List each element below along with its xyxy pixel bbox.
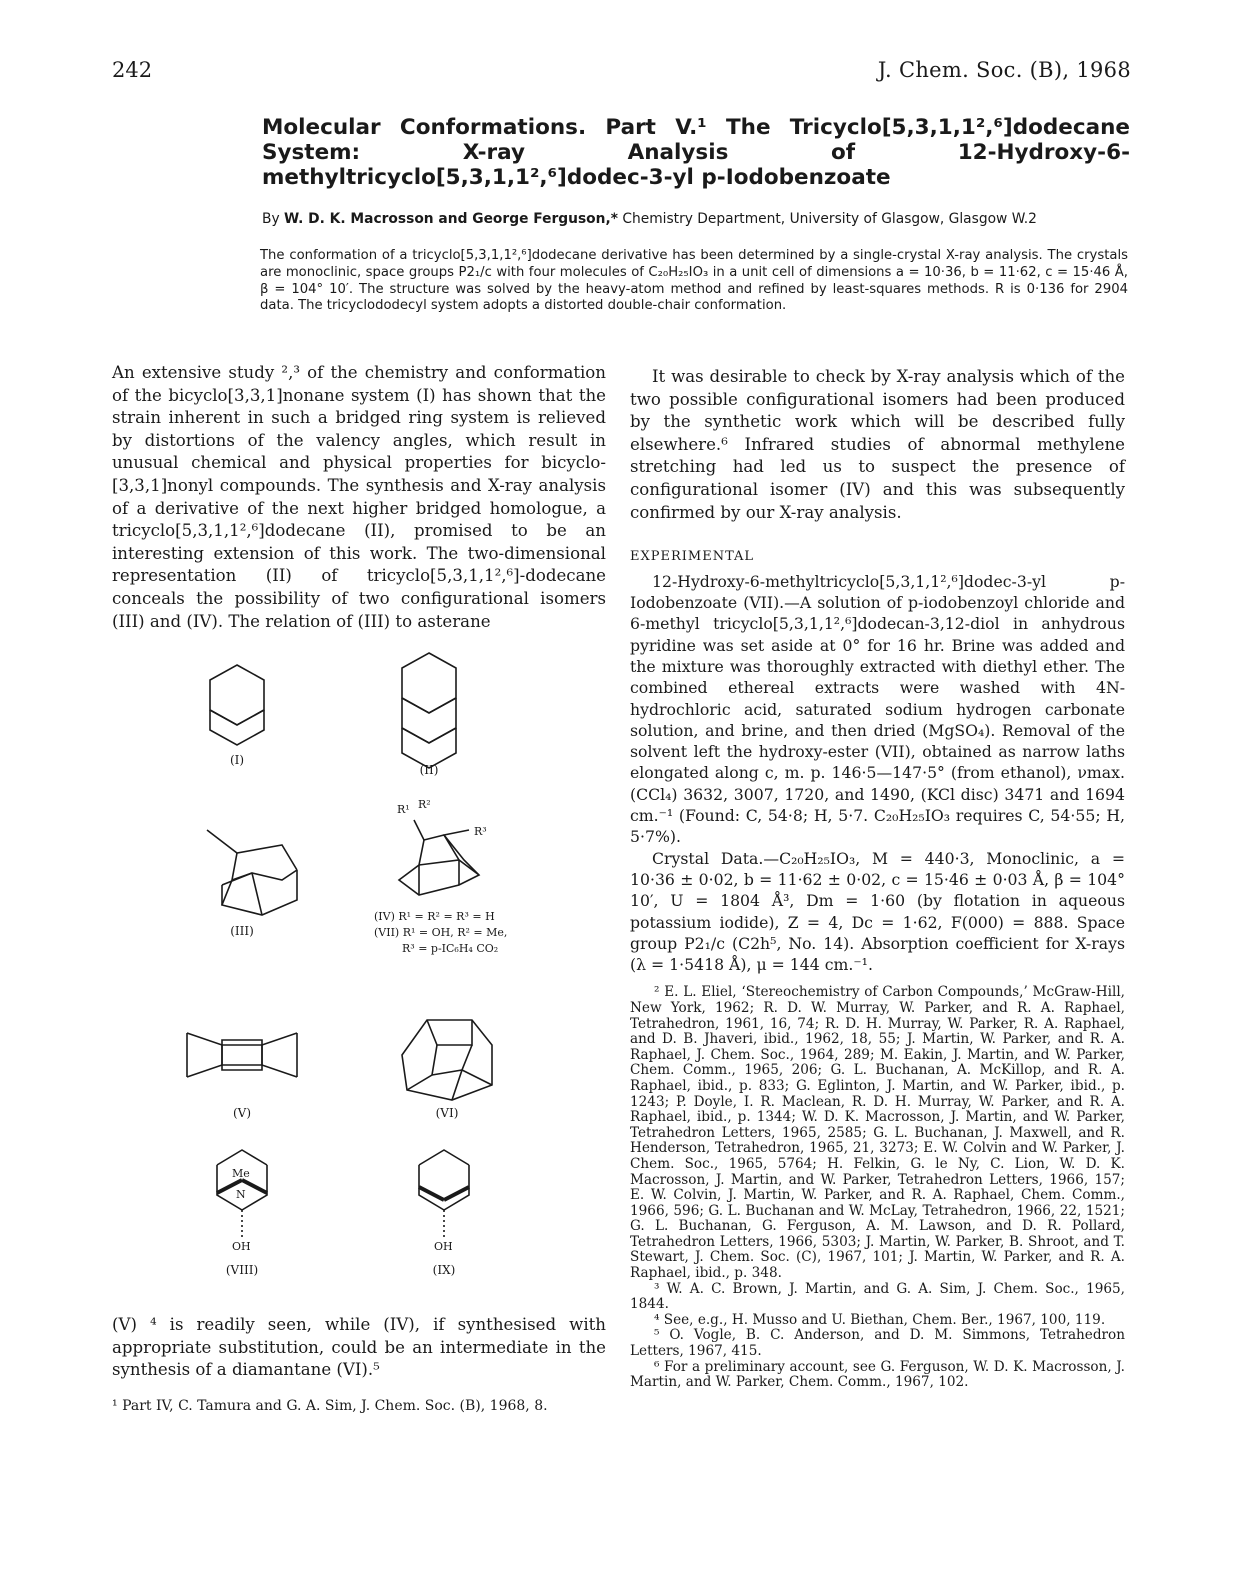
author-line	[262, 210, 1130, 229]
section-heading-experimental: EXPERIMENTAL	[630, 549, 755, 565]
article-title: Molecular Conformations. Part V.¹ The Tricyclo[5,3,1,1²,⁶]dodecane System: X-ray Analysis of 12-Hydroxy-6-methyltricyclo[5,3,1,1²,⁶]dodec-3-yl p-Iodobenzoate	[262, 115, 1130, 190]
left-column-continuation	[112, 1314, 606, 1382]
page-number: 242	[112, 58, 153, 82]
structure-III	[202, 825, 302, 925]
xray-paragraph: It was desirable to check by X-ray analysis which of the two possible configurational isomers had been produced by the synthetic work which will be described fully elsewhere.⁶ Infrared studies of abnormal methylene stretching had led us to suspect the presence of configurational isomer (IV) and this was subsequently confirmed by our X-ray analysis.	[630, 367, 1125, 522]
label-VI: (VI)	[435, 1106, 459, 1120]
label-N: N	[236, 1188, 246, 1201]
label-R1: R¹	[397, 803, 410, 816]
structure-I	[202, 660, 272, 760]
label-II: (II)	[419, 763, 439, 777]
label-OH-VIII: OH	[232, 1240, 251, 1253]
footnote-1: ¹ Part IV, C. Tamura and G. A. Sim, J. Chem. Soc. (B), 1968, 8.	[112, 1398, 548, 1414]
author-names: W. D. K. Macrosson and George Ferguson,*	[284, 211, 618, 227]
label-IV-sub: (IV) R¹ = R² = R³ = H	[374, 910, 495, 923]
label-R2: R²	[418, 798, 431, 811]
crystal-data-paragraph: Crystal Data.—C₂₀H₂₅IO₃, M = 440·3, Monoclinic, a = 10·36 ± 0·02, b = 11·62 ± 0·02, c = 15·46 ± 0·03 Å, β = 104° 10′, U = 1804 Å³, Dm = 1·60 (by flotation in aqueous potassium iodide), Z = 4, Dc = 1·62, F(000) = 888. Space group P2₁/c (C2h⁵, No. 14). Absorption coefficient for X-rays (λ = 1·5418 Å), μ = 144 cm.⁻¹.	[630, 848, 1125, 975]
reference-2: ² E. L. Eliel, ‘Stereochemistry of Carbon Compounds,’ McGraw-Hill, New York, 1962; R. D. W. Murray, W. Parker, and R. A. Raphael, Tetrahedron, 1961, 16, 74; R. D. H. Murray, W. Parker, R. A. Raphael, and D. B. Jhaveri, ibid., 1962, 18, 55; J. Martin, W. Parker, and R. A. Raphael, J. Chem. Soc., 1964, 289; M. Eakin, J. Martin, and W. Parker, Chem. Comm., 1965, 206; G. L. Buchanan, A. McKillop, and R. A. Raphael, ibid., p. 833; G. Eglinton, J. Martin, and W. Parker, ibid., p. 1243; P. Doyle, I. R. Maclean, R. D. H. Murray, W. Parker, and R. A. Raphael, ibid., p. 1344; W. D. K. Macrosson, J. Martin, and W. Parker, Tetrahedron Letters, 1965, 2585; G. L. Buchanan, J. Maxwell, and R. Henderson, Tetrahedron, 1965, 21, 3273; E. W. Colvin and W. Parker, J. Chem. Soc., 1965, 5764; H. Felkin, G. le Ny, C. Lion, W. D. K. Macrosson, J. Martin, and W. Parker, Tetrahedron Letters, 1966, 157; E. W. Colvin, J. Martin, W. Parker, and R. A. Raphael, Chem. Comm., 1966, 596; G. L. Buchanan and W. McLay, Tetrahedron, 1966, 22, 1521; G. L. Buchanan, G. Ferguson, A. M. Lawson, and D. R. Pollard, Tetrahedron Letters, 1966, 5303; J. Martin, W. Parker, B. Shroot, and T. Stewart, J. Chem. Soc. (C), 1967, 101; J. Martin, W. Parker, and R. A. Raphael, ibid., p. 348.	[630, 984, 1125, 1282]
label-VII-sub2: R³ = p-IC₆H₄ CO₂	[402, 942, 499, 955]
label-IX: (IX)	[432, 1263, 456, 1277]
label-R3: R³	[474, 825, 487, 838]
structure-VI	[397, 1015, 497, 1105]
structure-V	[182, 1025, 302, 1085]
label-Me: Me	[232, 1167, 250, 1180]
left-column-intro	[112, 362, 606, 633]
journal-header: J. Chem. Soc. (B), 1968	[877, 58, 1131, 82]
label-V: (V)	[232, 1106, 252, 1120]
intro-paragraph: An extensive study ²,³ of the chemistry and conformation of the bicyclo[3,3,1]nonane system (I) has shown that the strain inherent in such a bridged ring system is relieved by distortions of the valency angles, which result in unusual chemical and physical properties for bicyclo-[3,3,1]nonyl compounds. The synthesis and X-ray analysis of a derivative of the next higher bridged homologue, a tricyclo[5,3,1,1²,⁶]dodecane (II), promised to be an interesting extension of this work. The two-dimensional representation (II) of tricyclo[5,3,1,1²,⁶]-dodecane conceals the possibility of two configurational isomers (III) and (IV). The relation of (III) to asterane	[112, 363, 606, 631]
label-VII-sub: (VII) R¹ = OH, R² = Me,	[374, 926, 508, 939]
label-I: (I)	[229, 753, 245, 767]
affiliation: Chemistry Department, University of Glasgow, Glasgow W.2	[622, 211, 1037, 227]
abstract: The conformation of a tricyclo[5,3,1,1²,⁶]dodecane derivative has been determined by a single-crystal X-ray analysis. The crystals are monoclinic, space groups P2₁/c with four molecules of C₂₀H₂₅IO₃ in a unit cell of dimensions a = 10·36, b = 11·62, c = 15·46 Å, β = 104° 10′. The structure was solved by the heavy-atom method and refined by least-squares methods. R is 0·136 for 2904 data. The tricyclododecyl system adopts a distorted double-chair conformation.	[260, 248, 1128, 314]
structure-figures	[112, 640, 606, 1300]
reference-4: ⁴ See, e.g., H. Musso and U. Biethan, Chem. Ber., 1967, 100, 119.	[654, 1311, 1106, 1328]
reference-6: ⁶ For a preliminary account, see G. Ferguson, W. D. K. Macrosson, J. Martin, and W. Parker, Chem. Comm., 1967, 102.	[630, 1358, 1125, 1391]
synthesis-paragraph: 12-Hydroxy-6-methyltricyclo[5,3,1,1²,⁶]dodec-3-yl p-Iodobenzoate (VII).—A solution of p-iodobenzoyl chloride and 6-methyl tricyclo[5,3,1,1²,⁶]dodecan-3,12-diol in anhydrous pyridine was set aside at 0° for 16 hr. Brine was added and the mixture was thoroughly extracted with diethyl ether. The combined ethereal extracts were washed with 4N-hydrochloric acid, saturated sodium hydrogen carbonate solution, and brine, and then dried (MgSO₄). Removal of the solvent left the hydroxy-ester (VII), obtained as narrow laths elongated along c, m. p. 146·5—147·5° (from ethanol), νmax. (CCl₄) 3632, 3007, 1720, and 1490, (KCl disc) 3471 and 1694 cm.⁻¹ (Found: C, 54·8; H, 5·7. C₂₀H₂₅IO₃ requires C, 54·55; H, 5·7%).	[630, 571, 1125, 847]
asterane-paragraph: (V) ⁴ is readily seen, while (IV), if synthesised with appropriate substitution, could be an intermediate in the synthesis of a diamantane (VI).⁵	[112, 1315, 606, 1380]
reference-5: ⁵ O. Vogle, B. C. Anderson, and D. M. Simmons, Tetrahedron Letters, 1967, 415.	[630, 1327, 1125, 1360]
label-OH-IX: OH	[434, 1240, 453, 1253]
reference-3: ³ W. A. C. Brown, J. Martin, and G. A. Sim, J. Chem. Soc., 1965, 1844.	[630, 1280, 1125, 1313]
by-label: By	[262, 211, 280, 227]
reference-list	[630, 985, 1125, 1390]
right-column	[630, 366, 1125, 1391]
structure-IX	[409, 1145, 479, 1255]
label-III: (III)	[230, 924, 254, 938]
label-VIII: (VIII)	[225, 1263, 259, 1277]
